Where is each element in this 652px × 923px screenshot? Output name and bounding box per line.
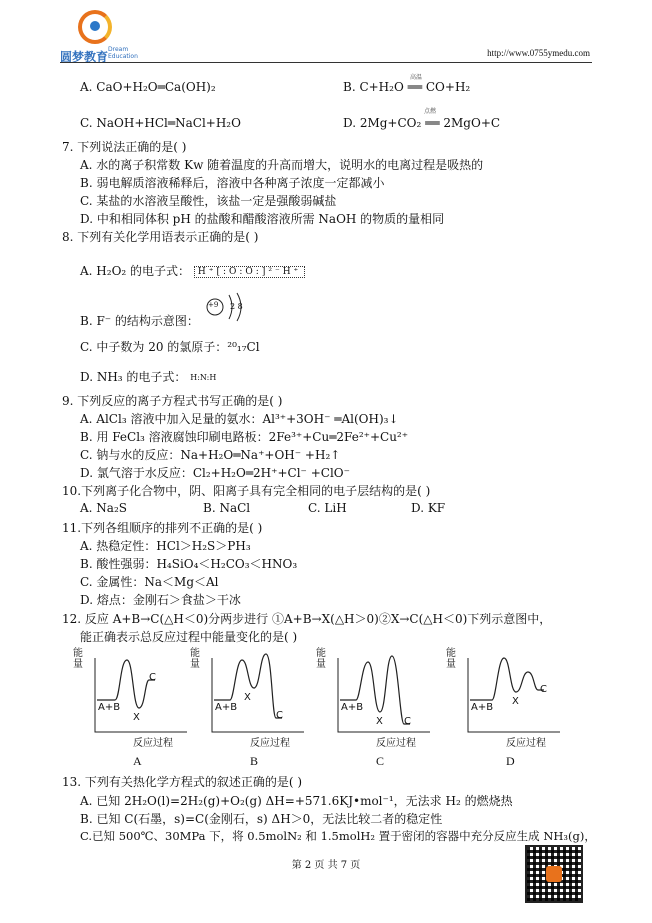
logo-english: Dream Education bbox=[108, 46, 138, 60]
axes bbox=[338, 658, 430, 732]
logo bbox=[60, 10, 150, 62]
q13-option-c: C.已知 500℃、30MPa 下，将 0.5molN₂ 和 1.5molH₂ 置于密闭的容器中充分反应生成 NH₃(g)， bbox=[80, 829, 596, 843]
q7-option-c: C. 某盐的水溶液呈酸性，该盐一定是强酸弱碱盐 bbox=[80, 194, 337, 208]
reactant-label: A+B bbox=[471, 702, 494, 713]
q13-option-a: A. 已知 2H₂O(l)=2H₂(g)+O₂(g) ΔH=+571.6KJ•mol⁻¹，无法求 H₂ 的燃烧热 bbox=[80, 794, 513, 808]
y-axis-label: 能量 bbox=[316, 648, 326, 670]
q9-option-a: A. AlCl₃ 溶液中加入足量的氨水：Al³⁺+3OH⁻ ═Al(OH)₃↓ bbox=[80, 412, 399, 426]
q8-option-d bbox=[80, 368, 216, 385]
q13-stem: 13. 下列有关热化学方程式的叙述正确的是( ) bbox=[62, 775, 303, 789]
energy-curve bbox=[340, 656, 410, 724]
product-label: C bbox=[404, 716, 411, 727]
choice-label: C bbox=[376, 754, 385, 768]
q8-stem: 8. 下列有关化学用语表示正确的是( ) bbox=[62, 230, 259, 244]
q10-option-b: B. NaCl bbox=[203, 501, 251, 515]
energy-diagram-c bbox=[316, 648, 428, 768]
q10-stem: 10.下列离子化合物中，阴、阳离子具有完全相同的电子层结构的是( ) bbox=[62, 484, 431, 498]
x-axis-label: 反应过程 bbox=[133, 738, 173, 749]
q8-option-d-text: D. NH₃ 的电子式： bbox=[80, 370, 187, 384]
energy-curve bbox=[97, 660, 155, 708]
q10-option-a: A. Na₂S bbox=[80, 501, 127, 515]
reactant-label: A+B bbox=[98, 702, 121, 713]
q11-option-b: B. 酸性强弱：H₄SiO₄＜H₂CO₃＜HNO₃ bbox=[80, 557, 298, 571]
product-label: C bbox=[540, 684, 547, 695]
product-label: C bbox=[276, 710, 283, 721]
fluoride-shells: 2 8 bbox=[230, 302, 243, 311]
q8-option-a bbox=[80, 262, 305, 279]
energy-diagram-b bbox=[190, 648, 302, 768]
q7-option-b: B. 弱电解质溶液稀释后，溶液中各种离子浓度一定都减小 bbox=[80, 176, 385, 190]
x-axis-label: 反应过程 bbox=[250, 738, 290, 749]
fluoride-structure-diagram bbox=[205, 292, 255, 326]
x-axis-label: 反应过程 bbox=[376, 738, 416, 749]
q6-option-d: D. 2Mg+CO₂ ══ 2MgO+C bbox=[343, 116, 501, 130]
q11-option-c: C. 金属性：Na＜Mg＜Al bbox=[80, 575, 219, 589]
header-divider bbox=[60, 62, 592, 63]
logo-dot-icon bbox=[90, 21, 100, 31]
choice-label: B bbox=[250, 754, 259, 768]
reactant-label: A+B bbox=[341, 702, 364, 713]
header-url: http://www.0755ymedu.com bbox=[487, 48, 590, 58]
qr-code bbox=[525, 845, 583, 903]
q9-stem: 9. 下列反应的离子方程式书写正确的是( ) bbox=[62, 394, 283, 408]
energy-diagram-a bbox=[73, 648, 185, 768]
q9-option-d: D. 氯气溶于水反应：Cl₂+H₂O═2H⁺+Cl⁻ +ClO⁻ bbox=[80, 466, 350, 480]
y-axis-label: 能量 bbox=[446, 648, 456, 670]
x-axis-label: 反应过程 bbox=[506, 738, 546, 749]
q10-option-c: C. LiH bbox=[308, 501, 347, 515]
intermediate-label: X bbox=[133, 712, 140, 723]
intermediate-label: X bbox=[376, 716, 383, 727]
q6-d-condition: 点燃 bbox=[424, 108, 437, 115]
h2o2-electron-formula bbox=[194, 266, 305, 278]
fluoride-nucleus: +9 bbox=[208, 301, 219, 309]
qr-logo-icon bbox=[546, 866, 562, 882]
y-axis-label: 能量 bbox=[73, 648, 83, 670]
intermediate-label: X bbox=[244, 692, 251, 703]
axes bbox=[95, 658, 187, 732]
q10-option-d: D. KF bbox=[411, 501, 446, 515]
q11-option-d: D. 熔点：金刚石＞食盐＞干冰 bbox=[80, 593, 241, 607]
q13-option-b: B. 已知 C(石墨，s)=C(金刚石，s) ΔH＞0，无法比较二者的稳定性 bbox=[80, 812, 443, 826]
q9-option-c: C. 钠与水的反应：Na+H₂O═Na⁺+OH⁻ +H₂↑ bbox=[80, 448, 341, 462]
reactant-label: A+B bbox=[215, 702, 238, 713]
q12-stem-line2: 能正确表示总反应过程中能量变化的是( ) bbox=[80, 630, 298, 644]
q6-option-a: A. CaO+H₂O═Ca(OH)₂ bbox=[80, 80, 216, 94]
y-axis-label: 能量 bbox=[190, 648, 200, 670]
q6-option-c: C. NaOH+HCl═NaCl+H₂O bbox=[80, 116, 241, 130]
axes bbox=[212, 658, 304, 732]
energy-diagram-d bbox=[446, 648, 558, 768]
q9-option-b: B. 用 FeCl₃ 溶液腐蚀印刷电路板：2Fe³⁺+Cu═2Fe²⁺+Cu²⁺ bbox=[80, 430, 409, 444]
energy-curve bbox=[470, 658, 544, 700]
q12-stem: 12. 反应 A+B→C(△H＜0)分两步进行 ①A+B→X(△H＞0)②X→C(△H＜0)下列示意图中， bbox=[62, 612, 552, 626]
choice-label: A bbox=[133, 754, 142, 768]
q7-option-a: A. 水的离子积常数 Kw 随着温度的升高而增大，说明水的电离过程是吸热的 bbox=[80, 158, 484, 172]
q8-option-a-text: A. H₂O₂ 的电子式： bbox=[80, 264, 191, 278]
h2o2-formula-text: H⁺[:O:O:]²⁻H⁺ bbox=[194, 266, 305, 278]
q7-stem: 7. 下列说法正确的是( ) bbox=[62, 140, 187, 154]
page-number: 第 2 页 共 7 页 bbox=[291, 860, 361, 871]
q6-b-condition: 高温 bbox=[410, 74, 423, 81]
axes bbox=[468, 658, 560, 732]
q7-option-d: D. 中和相同体积 pH 的盐酸和醋酸溶液所需 NaOH 的物质的量相同 bbox=[80, 212, 445, 226]
q6-option-b: B. C+H₂O ══ CO+H₂ bbox=[343, 80, 471, 94]
logo-text: 圆梦教育 bbox=[60, 50, 109, 64]
q8-option-c: C. 中子数为 20 的氯原子：²⁰₁₇Cl bbox=[80, 340, 260, 354]
q8-option-b: B. F⁻ 的结构示意图： bbox=[80, 314, 199, 328]
nh3-electron-formula: H:N:H bbox=[190, 373, 217, 382]
product-label: C bbox=[149, 672, 156, 683]
q11-option-a: A. 热稳定性：HCl＞H₂S＞PH₃ bbox=[80, 539, 251, 553]
q11-stem: 11.下列各组顺序的排列不正确的是( ) bbox=[62, 521, 263, 535]
intermediate-label: X bbox=[512, 696, 519, 707]
choice-label: D bbox=[506, 754, 515, 768]
